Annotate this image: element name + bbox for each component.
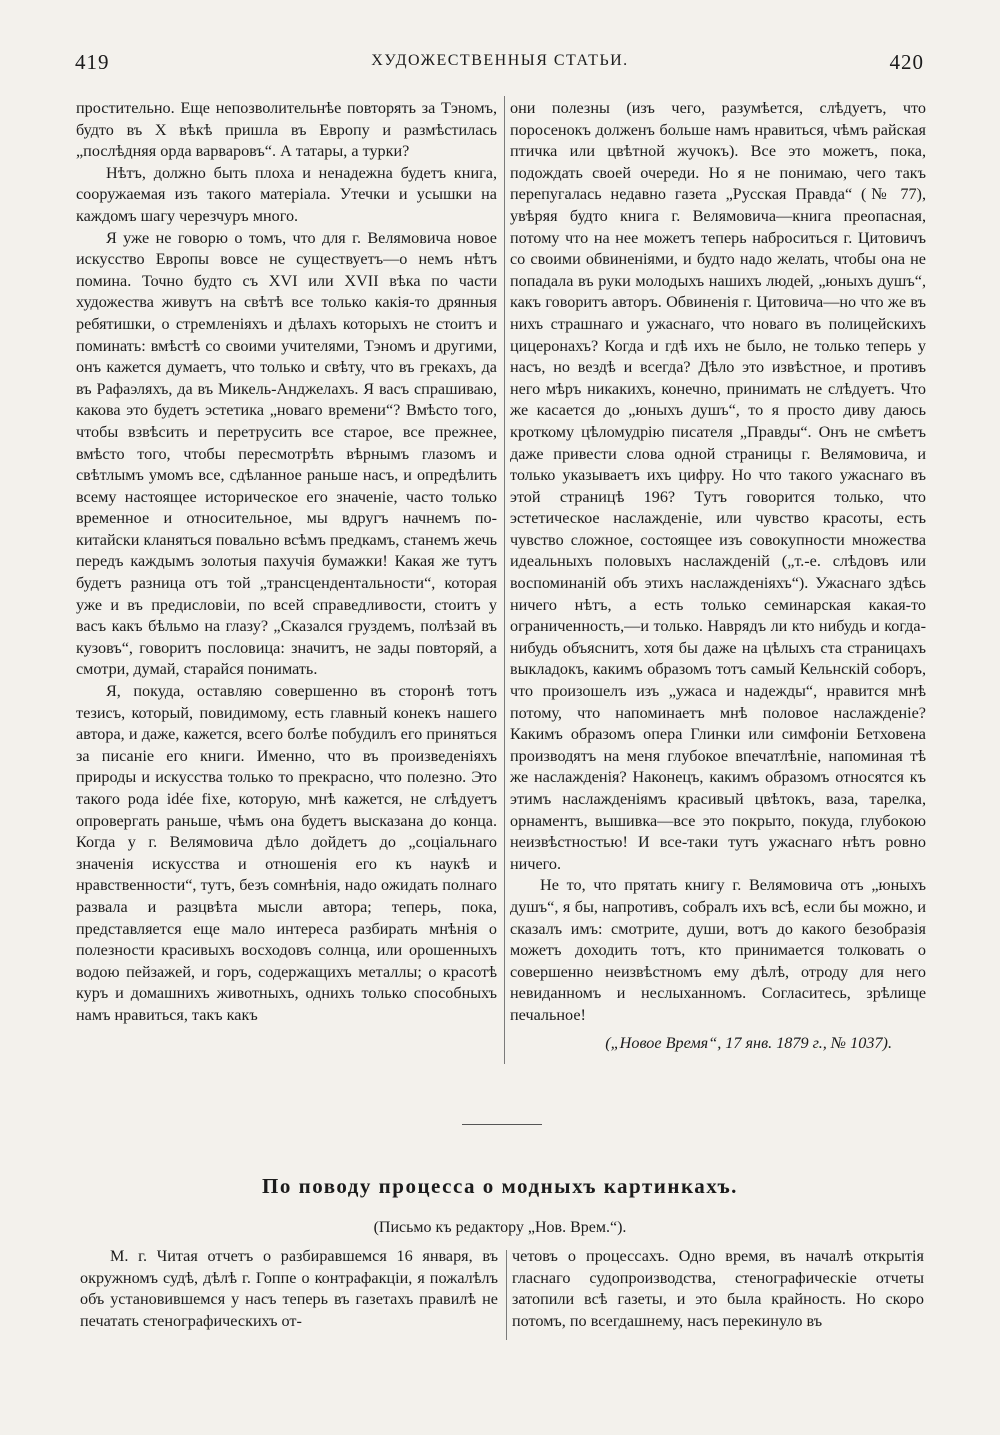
column-divider-bottom bbox=[506, 1250, 507, 1340]
section-divider bbox=[462, 1124, 542, 1125]
article-signature: („Новое Время“, 17 янв. 1879 г., № 1037). bbox=[605, 1033, 892, 1052]
right-column bbox=[510, 98, 926, 1054]
page-number-left: 419 bbox=[75, 50, 110, 74]
column-divider bbox=[504, 96, 505, 1064]
paragraph: Я уже не говорю о томъ, что для г. Велямовича новое искусство Европы вовсе не существуетъ—о немъ нѣтъ помина. Точно будто съ XVI или XVII вѣка по части художества живутъ на свѣтѣ все только какія-то дрянныя ребятишки, о стремленіяхъ и дѣлахъ которыхъ не стоитъ и поминать: вмѣстѣ со своими учителями, Тэномъ и другими, онъ кажется думаетъ, что только и свѣту, что въ грекахъ, да въ Рафаэляхъ, да въ Микель-Анджелахъ. Я васъ спрашиваю, какова это будетъ эстетика „новаго времени“? Вмѣсто того, чтобы взвѣсить и перетрусить все старое, все прежнее, вмѣсто того, чтобы пересмотрѣть вѣрнымъ глазомъ и свѣтлымъ умомъ все, сдѣланное раньше насъ, и опредѣлить всему настоящее историческое его значеніе, часто только временное и относительное, мы вдругъ начнемъ по-китайски кланяться повально всѣмъ предкамъ, станемъ жечь передъ каждымъ золотыя пахучія бумажки! Какая же тутъ будетъ разница отъ той „трансцендентальности“, которая уже и въ предисловіи, по всей справедливости, стоитъ у васъ какъ бѣльмо на глазу? „Сказался груздемъ, полѣзай въ кузовъ“, говоритъ пословица: значитъ, не зады повторяй, а смотри, думай, старайся понимать. bbox=[76, 228, 497, 679]
paragraph: простительно. Еще непозволительнѣе повторять за Тэномъ, будто въ X вѣкѣ пришла въ Европу и размѣстилась „послѣдняя орда варваровъ“. А татары, а турки? bbox=[76, 99, 497, 161]
page-number-right: 420 bbox=[889, 50, 924, 74]
paragraph: четовъ о процессахъ. Одно время, въ началѣ открытія гласнаго судопроизводства, стенографическіе отчеты затопили всѣ газеты, и это была крайность. Но скоро потомъ, по всегдашнему, насъ перекинуло въ bbox=[512, 1247, 924, 1330]
running-header: ХУДОЖЕСТВЕННЫЯ СТАТЬИ. bbox=[371, 52, 629, 69]
paragraph: они полезны (изъ чего, разумѣется, слѣдуетъ, что поросенокъ долженъ больше намъ нравиться, чѣмъ райская птичка или цвѣтной жучокъ). Все это можетъ, пока, подождать своей очереди. Но я не понимаю, чего такъ перепугалась недавно газета „Русская Правда“ (№ 77), увѣряя будто книга г. Велямовича—книга преопасная, потому что на нее можетъ теперь наброситься г. Цитовичъ со своими обвиненіями, и будто надо желать, чтобы она не попадала въ руки молодыхъ нашихъ людей, „юныхъ душъ“, какъ говоритъ авторъ. Обвиненія г. Цитовича—но что же въ нихъ страшнаго и ужаснаго, что новаго въ полицейскихъ цицеронахъ? Когда и гдѣ ихъ не было, не только теперь у насъ, но вездѣ и всегда? Дѣло это извѣстное, и противъ него мѣръ никакихъ, конечно, принимать не слѣдуетъ. Что же касается до „юныхъ душъ“, то я просто диву даюсь кроткому цѣломудрію писателя „Правды“. Онъ не смѣетъ даже привести слова одной страницы г. Велямовича, и только указываетъ ихъ цифру. Но что такого ужаснаго въ этой страницѣ 196? Тутъ говорится только, что эстетическое наслажденіе, или чувство красоты, есть чувство сложное, состоящее изъ совокупности множества идеальныхъ половыхъ наслажденій („т.-е. слѣдовъ или воспоминаній объ этихъ наслажденіяхъ“). Ужаснаго здѣсь ничего нѣтъ, а есть только семинарская какая-то ограниченность,—и только. Наврядъ ли кто нибудь и когда-нибудь объяснитъ, хотя бы даже на цѣлыхъ ста страницахъ выкладокъ, какимъ образомъ тотъ самый Кельнскій соборъ, что произошелъ изъ „ужаса и надежды“, нравится мнѣ потому, что напоминаетъ мнѣ половое наслажденіе? Какимъ образомъ опера Глинки или симфоніи Бетховена производятъ на меня глубокое впечатлѣніе, напоминая тѣ же наслажденія? Наконецъ, какимъ образомъ относятся къ этимъ наслажденіямъ красивый цвѣтокъ, ваза, тарелка, орнаментъ, вышивка—все это покрыто, покуда, глубокою неизвѣстностью! И все-таки тутъ ужаснаго нѣтъ ровно ничего. bbox=[510, 99, 926, 873]
article-title: По поводу процесса о модныхъ картинкахъ. bbox=[262, 1174, 738, 1198]
paragraph: М. г. Читая отчетъ о разбиравшемся 16 января, въ окружномъ судѣ, дѣлѣ г. Гоппе о контрафакціи, я пожалѣлъ объ установившемся у насъ теперь въ газетахъ правилѣ не печатать стенографическихъ от- bbox=[80, 1247, 498, 1330]
paragraph: Я, покуда, оставляю совершенно въ сторонѣ тотъ тезисъ, который, повидимому, есть главный конекъ нашего автора, и даже, кажется, всего болѣе побудилъ его приняться за писаніе его книги. Именно, что въ произведеніяхъ природы и искусства только то прекрасно, что полезно. Это такого рода idée fixe, которую, мнѣ кажется, не слѣдуетъ опровергать раньше, чѣмъ она будетъ высказана до конца. Когда у г. Велямовича дѣло дойдетъ до „соціальнаго значенія искусства и отношенія его къ наукѣ и нравственности“, тутъ, безъ сомнѣнія, надо ожидать полнаго развала и разцвѣта мысли автора; теперь, пока, представляется еще мало интереса разбирать мнѣнія о полезности красивыхъ восходовъ солнца, или орошенныхъ водою пейзажей, и горъ, содержащихъ металлы; о красотѣ куръ и домашнихъ животныхъ, однихъ только способныхъ намъ нравиться, такъ какъ bbox=[76, 682, 497, 1024]
left-column bbox=[76, 98, 497, 1027]
next-left-column bbox=[80, 1246, 498, 1332]
paragraph: Нѣтъ, должно быть плоха и ненадежна будетъ книга, сооружаемая изъ такого матеріала. Утечки и усышки на каждомъ шагу черезчуръ много. bbox=[76, 163, 497, 225]
article-subtitle: (Письмо къ редактору „Нов. Врем.“). bbox=[373, 1219, 627, 1236]
next-right-column bbox=[512, 1246, 924, 1332]
paragraph: Не то, что прятать книгу г. Велямовича отъ „юныхъ душъ“, я бы, напротивъ, собралъ ихъ всѣ, если бы можно, и сказалъ имъ: смотрите, души, вотъ до какого безобразія можетъ доходить тотъ, кто принимается толковать о совершенно неизвѣстномъ ему дѣлѣ, отроду для него невиданномъ и неслыханномъ. Согласитесь, зрѣлище печальное! bbox=[510, 876, 926, 1024]
